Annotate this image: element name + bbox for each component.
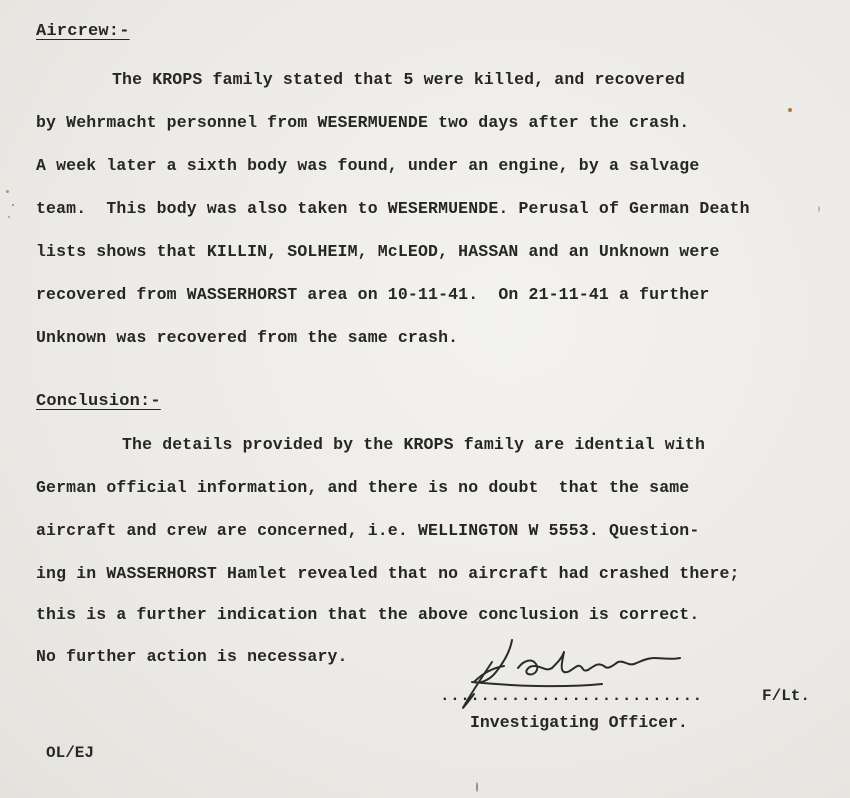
aircrew-line: Unknown was recovered from the same crash. — [36, 328, 459, 347]
officer-title: Investigating Officer. — [470, 713, 688, 732]
paper-speck — [12, 204, 14, 206]
aircrew-line: The KROPS family stated that 5 were killed, and recovered — [112, 70, 685, 89]
aircrew-line: by Wehrmacht personnel from WESERMUENDE two days after the crash. — [36, 113, 690, 132]
aircrew-line: lists shows that KILLIN, SOLHEIM, McLEOD, HASSAN and an Unknown were — [36, 242, 720, 261]
signature-line: .......................... — [440, 687, 703, 705]
aircrew-line: A week later a sixth body was found, under an engine, by a salvage — [36, 156, 700, 175]
aircrew-heading: Aircrew:- — [36, 22, 130, 41]
paper-speck — [476, 782, 478, 792]
reference-initials: OL/EJ — [46, 744, 95, 762]
paper-speck — [8, 216, 10, 218]
conclusion-line: German official information, and there is no doubt that the same — [36, 478, 690, 497]
conclusion-line: this is a further indication that the above conclusion is correct. — [36, 605, 700, 624]
aircrew-line: recovered from WASSERHORST area on 10-11-41. On 21-11-41 a further — [36, 285, 710, 304]
conclusion-line: ing in WASSERHORST Hamlet revealed that no aircraft had crashed there; — [36, 564, 740, 583]
conclusion-line: The details provided by the KROPS family are idential with — [122, 435, 705, 454]
conclusion-line: No further action is necessary. — [36, 647, 348, 666]
paper-speck — [6, 190, 9, 193]
conclusion-heading: Conclusion:- — [36, 392, 161, 411]
aircrew-line: team. This body was also taken to WESERMUENDE. Perusal of German Death — [36, 199, 750, 218]
paper-speck — [788, 108, 792, 112]
officer-rank: F/Lt. — [762, 687, 811, 705]
conclusion-line: aircraft and crew are concerned, i.e. WELLINGTON W 5553. Question- — [36, 521, 700, 540]
paper-speck — [818, 206, 820, 212]
